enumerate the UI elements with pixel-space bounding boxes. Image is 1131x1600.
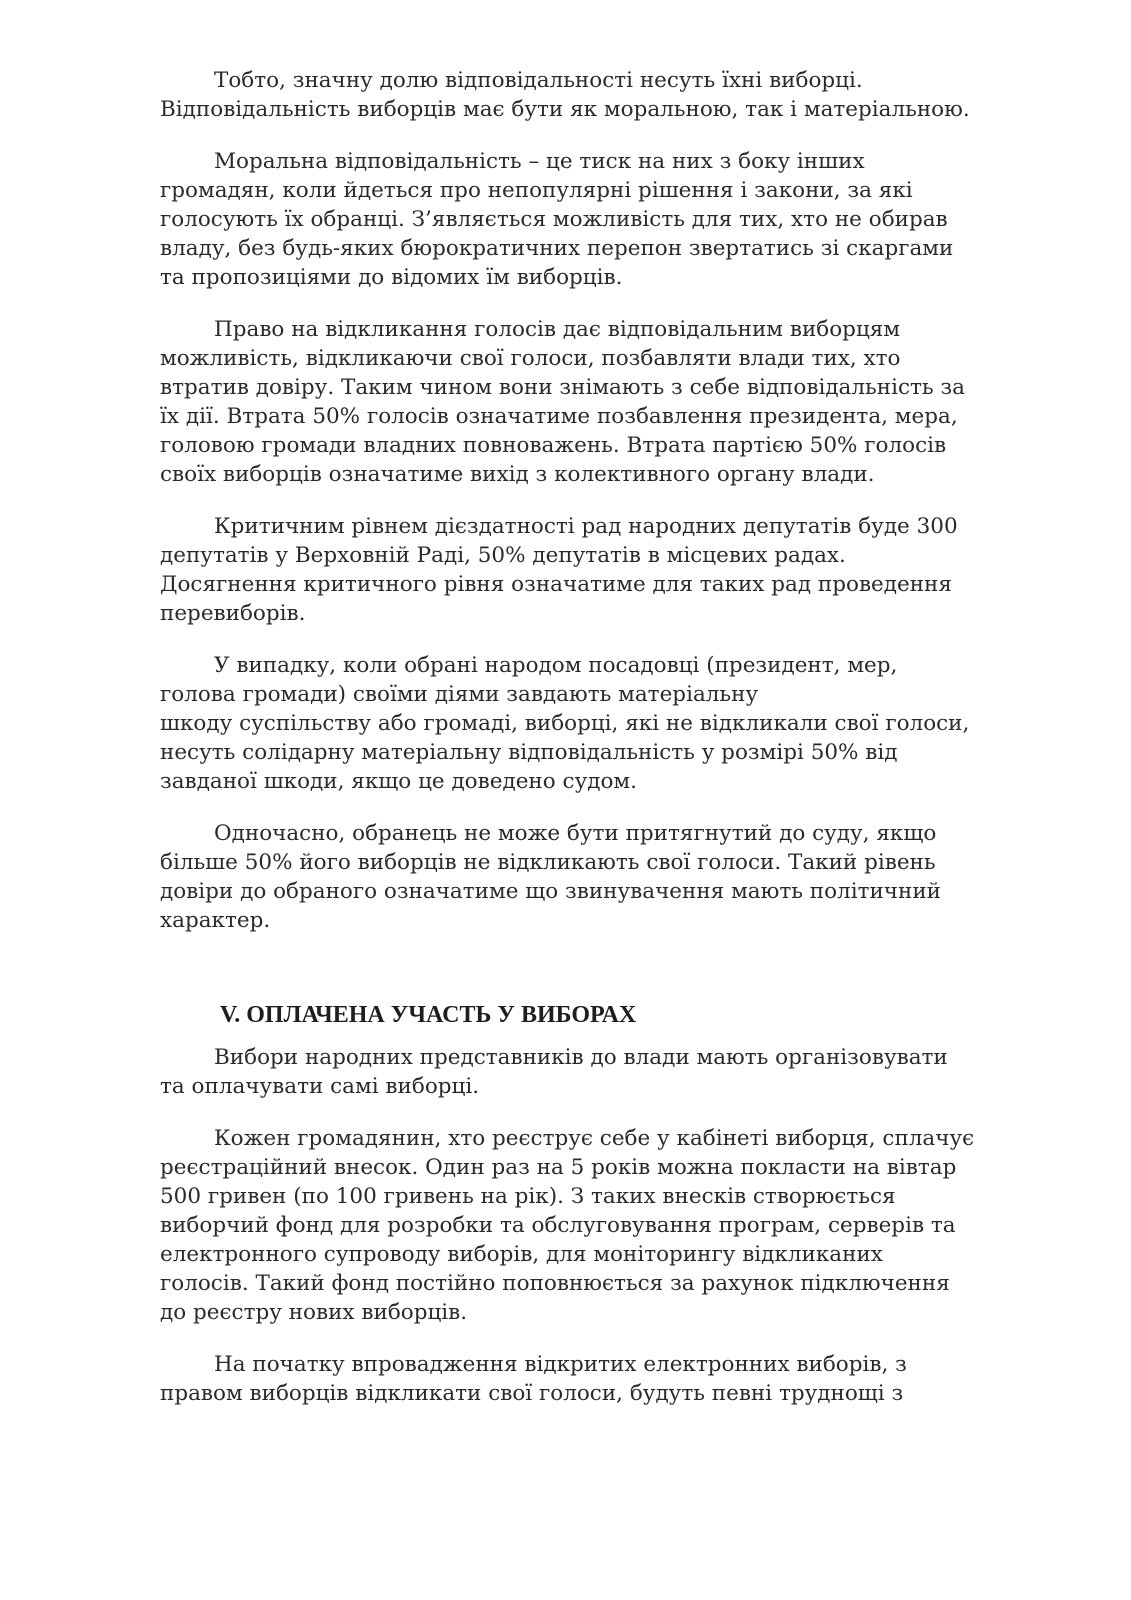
text-line: Право на відкликання голосів дає відповідальним виборцям — [214, 317, 901, 342]
text-line: несуть солідарну матеріальну відповідальність у розмірі 50% від — [160, 740, 898, 765]
document-body-top — [160, 66, 1040, 935]
document-page — [160, 66, 1040, 1431]
text-line: перевиборів. — [160, 601, 306, 626]
paragraph — [160, 651, 1040, 796]
text-line: їх дії. Втрата 50% голосів означатиме позбавлення президента, мера, — [160, 404, 958, 429]
document-body-bottom — [160, 1043, 1040, 1408]
text-line: втратив довіру. Таким чином вони знімають з себе відповідальність за — [160, 375, 965, 400]
text-line: Відповідальність виборців має бути як моральною, так і матеріальною. — [160, 97, 970, 122]
text-line: Досягнення критичного рівня означатиме для таких рад проведення — [160, 572, 952, 597]
text-line: можливість, відкликаючи свої голоси, позбавляти влади тих, хто — [160, 346, 901, 371]
paragraph — [160, 819, 1040, 935]
paragraph — [160, 1124, 1040, 1327]
text-line: та оплачувати самі виборці. — [160, 1074, 480, 1099]
text-line: завданої шкоди, якщо це доведено судом. — [160, 769, 637, 794]
text-line: головою громади владних повноважень. Втрата партією 50% голосів — [160, 433, 947, 458]
paragraph — [160, 147, 1040, 292]
text-line: довіри до обраного означатиме що звинувачення мають політичний — [160, 879, 942, 904]
text-line: та пропозиціями до відомих їм виборців. — [160, 265, 623, 290]
paragraph — [160, 1043, 1040, 1101]
text-line: виборчий фонд для розробки та обслуговування програм, серверів та — [160, 1213, 956, 1238]
text-line: Моральна відповідальність – це тиск на них з боку інших — [214, 149, 865, 174]
text-line: своїх виборців означатиме вихід з колективного органу влади. — [160, 462, 875, 487]
text-line: Вибори народних представників до влади мають організовувати — [214, 1045, 948, 1070]
paragraph — [160, 315, 1040, 489]
text-line: правом виборців відкликати свої голоси, будуть певні труднощі з — [160, 1381, 904, 1406]
text-line: На початку впровадження відкритих електронних виборів, з — [214, 1352, 907, 1377]
text-line: більше 50% його виборців не відкликають свої голоси. Такий рівень — [160, 850, 936, 875]
text-line: електронного супроводу виборів, для моніторингу відкликаних — [160, 1242, 883, 1267]
text-line: голова громади) своїми діями завдають матеріальну — [160, 682, 759, 707]
text-line: до реєстру нових виборців. — [160, 1300, 468, 1325]
text-line: Тобто, значну долю відповідальності несуть їхні виборці. — [214, 68, 863, 93]
paragraph — [160, 512, 1040, 628]
paragraph — [160, 66, 1040, 124]
text-line: Кожен громадянин, хто реєструє себе у кабінеті виборця, сплачує — [214, 1126, 975, 1151]
text-line: шкоду суспільству або громаді, виборці, які не відкликали свої голоси, — [160, 711, 970, 736]
text-line: характер. — [160, 908, 271, 933]
text-line: голосують їх обранці. З’являється можливість для тих, хто не обирав — [160, 207, 948, 232]
section-heading: V. ОПЛАЧЕНА УЧАСТЬ У ВИБОРАХ — [220, 1002, 637, 1028]
text-line: Одночасно, обранець не може бути притягнутий до суду, якщо — [214, 821, 937, 846]
text-line: Критичним рівнем дієздатності рад народних депутатів буде 300 — [214, 514, 958, 539]
text-line: 500 гривен (по 100 гривень на рік). З таких внесків створюється — [160, 1184, 896, 1209]
paragraph — [160, 1350, 1040, 1408]
text-line: голосів. Такий фонд постійно поповнюється за рахунок підключення — [160, 1271, 950, 1296]
text-line: громадян, коли йдеться про непопулярні рішення і закони, за які — [160, 178, 913, 203]
text-line: депутатів у Верховній Раді, 50% депутатів в місцевих радах. — [160, 543, 846, 568]
text-line: реєстраційний внесок. Один раз на 5 років можна покласти на вівтар — [160, 1155, 957, 1180]
text-line: У випадку, коли обрані народом посадовці (президент, мер, — [214, 653, 898, 678]
text-line: владу, без будь-яких бюрократичних перепон звертатись зі скаргами — [160, 236, 954, 261]
